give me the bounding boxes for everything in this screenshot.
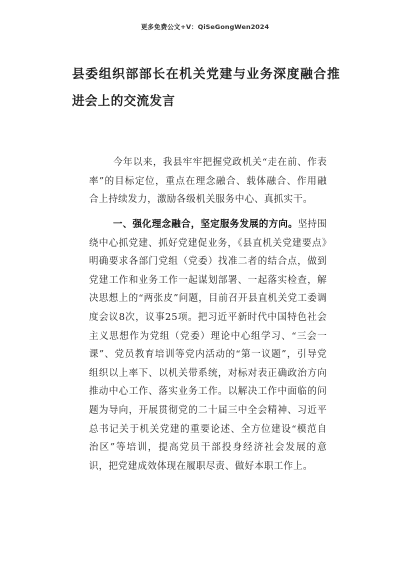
intro-paragraph	[89, 154, 327, 210]
document-title: 县委组织部部长在机关党建与业务深度融合推进会上的交流发言	[72, 66, 340, 108]
watermark-text: 更多免费公文+V：QiSeGongWen2024	[140, 23, 270, 31]
section-1-body: 坚持围绕中心抓党建、抓好党建促业务，《县直机关党建要点》明确要求各部门党组（党委）找准二者的结合点，做到党建工作和业务工作一起谋划部署、一起落实检查，解决思想上的“两张皮”问题，目前召开县直机关党工委调度会议8次，议事25项。把习近平新时代中国特色社会主义思想作为党组（党委）理论中心组学习、“三会一课”、党员教育培训等党内活动的“第一议题”，引导党组织以上率下、以机关带系统，对标对表正确政治方向推动中心工作、落实业务工作。以解决工作中面临的问题为导向，开展贯彻党的二十届三中全会精神、习近平总书记关于机关党建的重要论述、全方位建设“模范自治区”等培训，提高党员干部投身经济社会发展的意识，把党建成效体现在履职尽责、做好本职工作上。	[89, 219, 327, 472]
section-1-paragraph	[89, 216, 327, 476]
section-1-heading: 一、强化理念融合，坚定服务发展的方向。	[113, 219, 298, 230]
intro-paragraph-text: 今年以来，我县牢牢把握党政机关“走在前、作表率”的目标定位，重点在理念融合、载体融合、作用融合上持续发力，激励各级机关服务中心、真抓实干。	[89, 157, 327, 206]
